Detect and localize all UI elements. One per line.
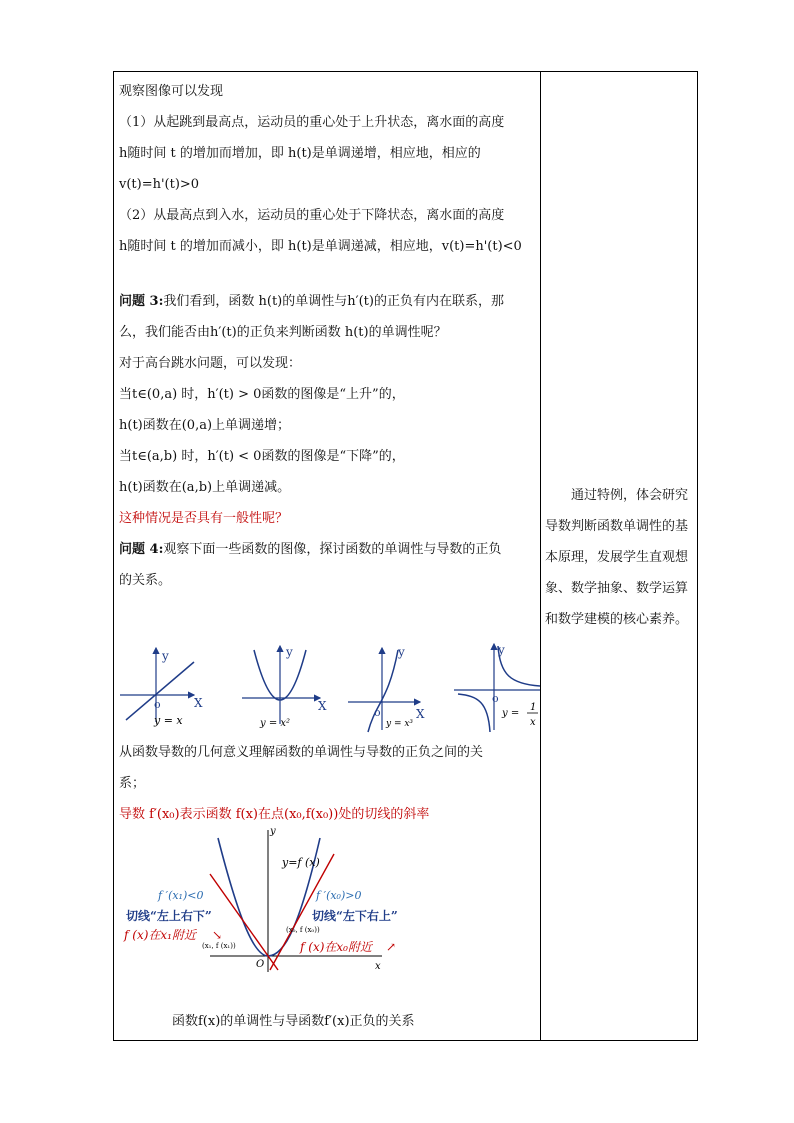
svg-text:↘: ↘ [212,928,223,942]
positive-slope: f ′(x₀)>0 [316,889,362,902]
case4-line: h(t)函数在(a,b)上单调递减。 [119,480,291,495]
svg-text:x: x [375,961,381,972]
tangent-diagram [120,824,420,974]
graph-reciprocal [454,643,540,732]
question4-text: 观察下面一些函数的图像，探讨函数的单调性与导数的正负 [163,542,502,557]
case3-line: 当t∈(a,b) 时，h′(t) < 0函数的图像是“下降”的， [119,449,405,464]
geo-line1: 从函数导数的几何意义理解函数的单调性与导数的正负之间的关 [119,745,484,760]
question4-line1 [119,534,537,565]
curve-label: y=f (x) [282,856,320,869]
para1-line3: v(t)=h'(t)>0 [119,177,200,192]
question4-label: 问题 4: [119,542,164,557]
para2-line2: h随时间 t 的增加而减小，即 h(t)是单调递减，相应地，v(t)=h'(t)<0 [119,239,522,254]
para2-line1: （2）从最高点到入水，运动员的重心处于下降状态，离水面的高度 [119,208,505,223]
svg-text:X: X [318,699,327,713]
geo-line2: 系； [119,776,146,791]
svg-text:y: y [270,826,276,837]
svg-text:o: o [492,692,499,705]
right-tangent-text: 切线“左下右上” [312,909,398,923]
svg-text:O: O [256,959,265,970]
question3-line1 [119,286,537,317]
para1-line1: （1）从起跳到最高点，运动员的重心处于上升状态，离水面的高度 [119,115,505,130]
para1-line2: h随时间 t 的增加而增加，即 h(t)是单调递增，相应地，相应的 [119,146,481,161]
graph-linear [120,648,203,727]
left-near-text: f (x)在x₁附近 [124,928,196,942]
intro-text: 观察图像可以发现 [119,84,224,99]
graph-quadratic [242,645,327,729]
question3-line3: 对于高台跳水问题，可以发现： [119,356,302,371]
question3-text: 我们看到，函数 h(t)的单调性与h′(t)的正负有内在联系，那 [163,294,504,309]
function-graphs [116,640,540,735]
graph1-label: y = x [154,714,183,727]
svg-text:y: y [398,645,405,659]
svg-text:X: X [194,696,203,710]
left-tangent-text: 切线“左上右下” [126,909,212,923]
svg-text:1: 1 [530,702,537,713]
question4-line2: 的关系。 [119,573,172,588]
right-near-text: f (x)在x₀附近 [300,940,372,954]
svg-text:x: x [530,717,536,728]
case1-line: 当t∈(0,a) 时，h′(t) > 0函数的图像是“上升”的， [119,387,405,402]
point0-label: (x₀, f (x₀)) [286,926,320,934]
graph3-label: y = x³ [386,719,414,729]
svg-text:o: o [154,698,161,711]
svg-text:X: X [416,707,425,721]
negative-slope: f ′(x₁)<0 [158,889,204,902]
slope-definition: 导数 f′(x₀)表示函数 f(x)在点(x₀,f(x₀))处的切线的斜率 [119,807,430,822]
question3-line2: 么，我们能否由h′(t)的正负来判断函数 h(t)的单调性呢？ [119,325,447,340]
svg-text:y: y [498,643,505,657]
content-column [119,76,537,596]
geometric-meaning [119,737,537,830]
svg-text:y: y [162,649,169,663]
graph4-label: y = [502,708,520,719]
design-intent-column [545,480,693,635]
svg-text:y: y [286,645,293,659]
question3-label: 问题 3: [119,294,164,309]
svg-text:↗: ↗ [386,940,397,954]
svg-text:o: o [374,706,381,719]
graph-cubic [348,645,425,732]
diagram-caption: 函数f(x)的单调性与导函数f′(x)正负的关系 [172,1014,415,1029]
column-divider [540,71,541,1041]
graph2-label: y = x² [260,718,291,729]
case2-line: h(t)函数在(0,a)上单调递增； [119,418,291,433]
point1-label: (x₁, f (x₁)) [202,942,236,950]
design-intent-text: 通过特例，体会研究导数判断函数单调性的基本原理，发展学生直观想象、数学抽象、数学运算和数学建模的核心素养。 [545,488,689,627]
generality-question: 这种情况是否具有一般性呢？ [119,511,289,526]
